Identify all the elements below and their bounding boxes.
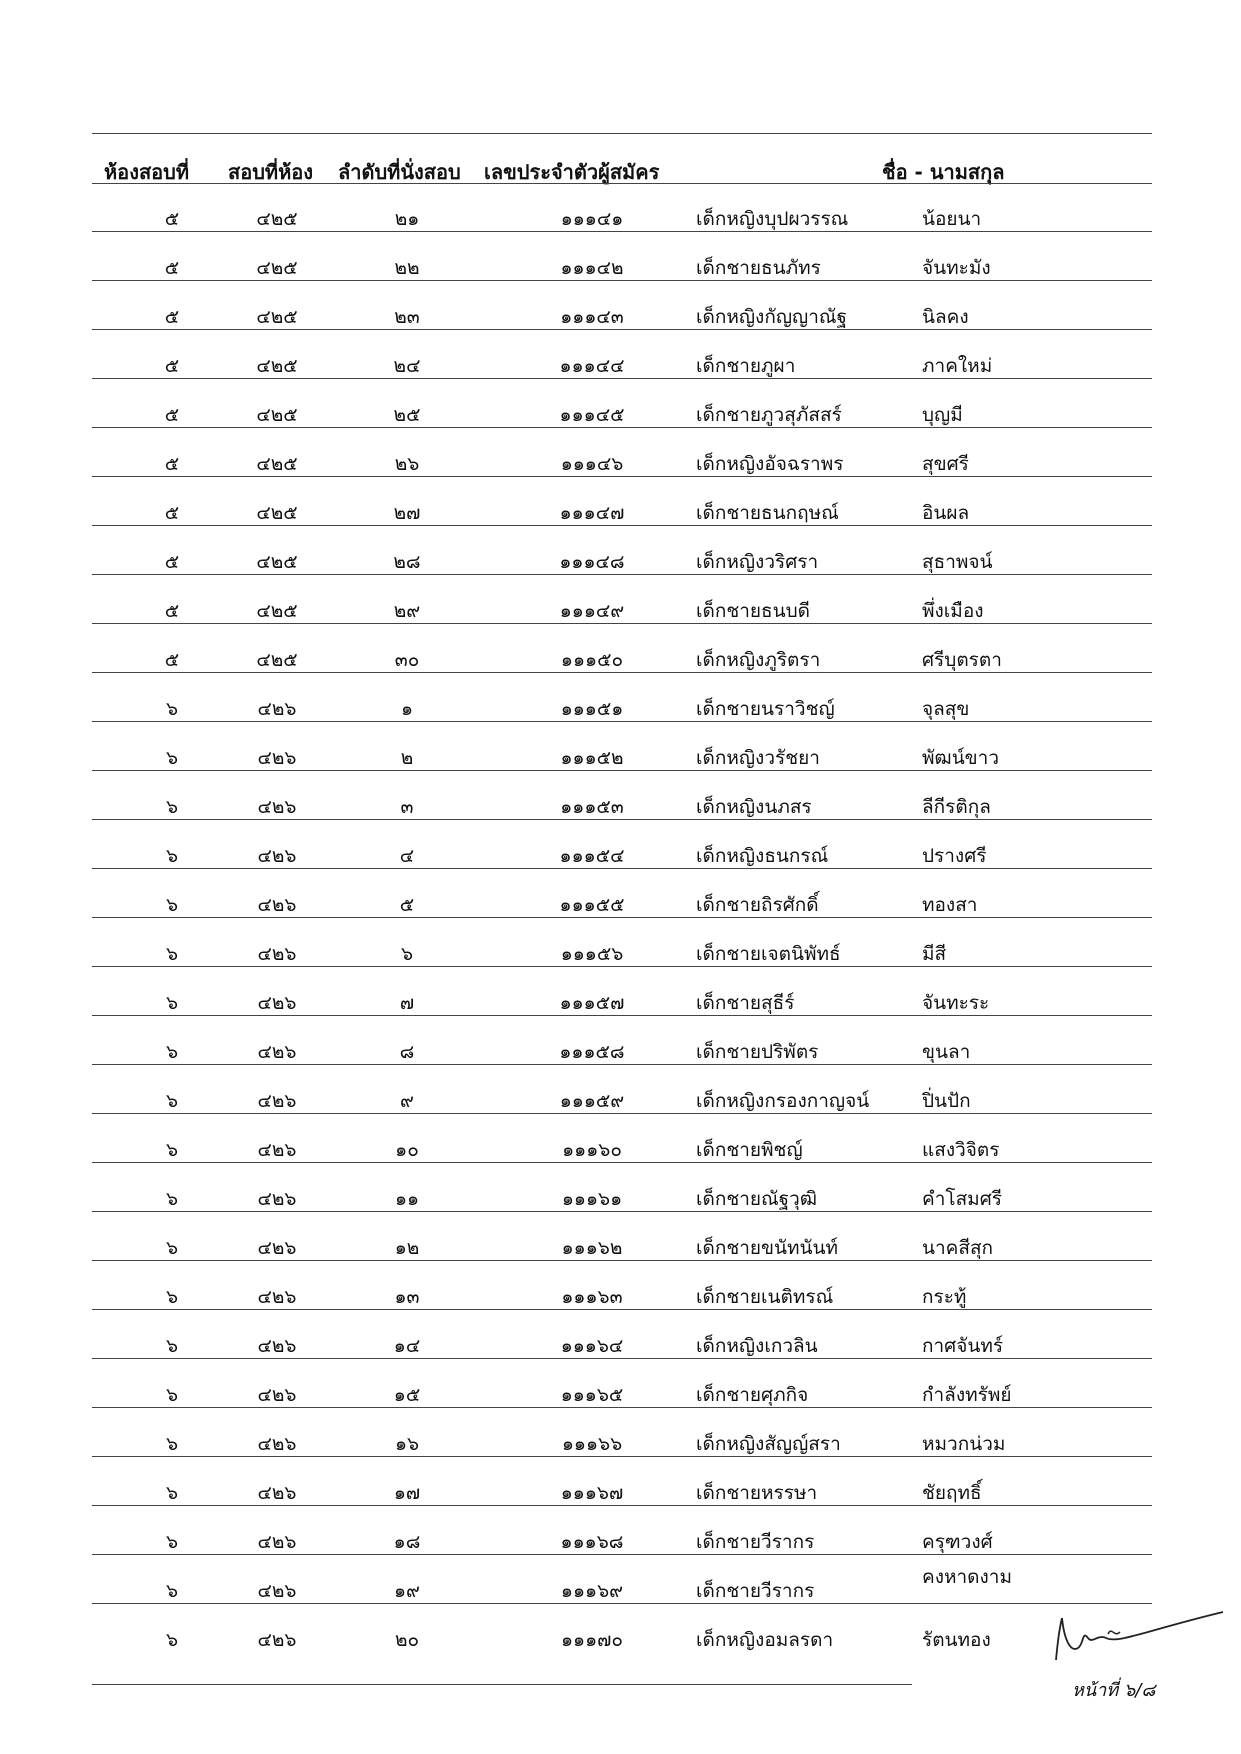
- cell-last-name: คำโสมศรี: [922, 1188, 1002, 1210]
- table-row: [92, 1072, 1152, 1122]
- cell-applicant-id: ๑๑๑๖๔: [560, 1335, 624, 1357]
- cell-first-name: เด็กชายสุธีร์: [696, 992, 795, 1014]
- row-rule: [92, 1162, 1152, 1163]
- cell-seat: ๖: [400, 943, 414, 965]
- cell-exam-room: ๔๒๖: [257, 1335, 297, 1357]
- row-rule: [92, 721, 1152, 722]
- cell-room: ๖: [165, 845, 179, 867]
- cell-room: ๕: [164, 257, 180, 279]
- cell-exam-room: ๔๒๖: [257, 1286, 297, 1308]
- table-row: [92, 435, 1152, 485]
- cell-seat: ๒๖: [394, 453, 420, 475]
- header-rule: [92, 183, 1152, 184]
- cell-exam-room: ๔๒๕: [256, 404, 298, 426]
- cell-first-name: เด็กหญิงกรองกาญจน์: [696, 1090, 870, 1112]
- cell-exam-room: ๔๒๖: [257, 1482, 297, 1504]
- cell-applicant-id: ๑๑๑๔๔: [559, 355, 625, 377]
- table-header: [92, 146, 1152, 192]
- cell-exam-room: ๔๒๕: [256, 355, 298, 377]
- table-row: [92, 582, 1152, 632]
- cell-room: ๖: [165, 698, 179, 720]
- cell-applicant-id: ๑๑๑๔๑: [560, 208, 624, 230]
- cell-last-name: พึ่งเมือง: [922, 600, 984, 622]
- cell-last-name: กาศจันทร์: [922, 1335, 1004, 1357]
- row-rule: [92, 868, 1152, 869]
- cell-exam-room: ๔๒๖: [257, 747, 297, 769]
- cell-room: ๖: [165, 894, 179, 916]
- row-rule: [92, 1505, 1152, 1506]
- cell-seat: ๒๔: [393, 355, 421, 377]
- table-row: [92, 1513, 1152, 1563]
- cell-first-name: เด็กหญิงวริศรา: [696, 551, 819, 573]
- cell-exam-room: ๔๒๖: [257, 1580, 297, 1602]
- cell-first-name: เด็กหญิงอัจฉราพร: [696, 453, 844, 475]
- table-row: [92, 1219, 1152, 1269]
- cell-last-name: ชัยฤทธิ์: [922, 1482, 982, 1504]
- cell-first-name: เด็กหญิงภูริตรา: [696, 649, 821, 671]
- cell-exam-room: ๔๒๖: [257, 1090, 297, 1112]
- cell-last-name: ลีกีรติกุล: [922, 796, 991, 818]
- cell-applicant-id: ๑๑๑๔๒: [560, 257, 624, 279]
- cell-room: ๕: [164, 649, 180, 671]
- table-row: [92, 876, 1152, 926]
- cell-room: ๖: [165, 1580, 179, 1602]
- cell-last-name: รัตนทอง: [922, 1629, 991, 1651]
- cell-applicant-id: ๑๑๑๔๖: [560, 453, 624, 475]
- row-rule: [92, 819, 1152, 820]
- row-rule: [92, 1603, 1152, 1604]
- cell-applicant-id: ๑๑๑๖๗: [560, 1482, 624, 1504]
- table-row: [92, 1366, 1152, 1416]
- cell-applicant-id: ๑๑๑๔๘: [559, 551, 625, 573]
- top-rule: [92, 133, 1152, 134]
- cell-exam-room: ๔๒๕: [256, 649, 298, 671]
- cell-applicant-id: ๑๑๑๕๑: [560, 698, 624, 720]
- cell-last-name: ศรีบุตรตา: [922, 649, 1002, 671]
- cell-first-name: เด็กหญิงบุปผวรรณ: [696, 208, 849, 230]
- cell-applicant-id: ๑๑๑๔๙: [559, 600, 625, 622]
- cell-exam-room: ๔๒๖: [257, 1139, 297, 1161]
- cell-first-name: เด็กชายภูวสุภัสสร์: [696, 404, 842, 426]
- table-row: [92, 288, 1152, 338]
- cell-first-name: เด็กชายศุภกิจ: [696, 1384, 809, 1406]
- row-rule: [92, 1456, 1152, 1457]
- cell-seat: ๓: [400, 796, 414, 818]
- row-rule: [92, 770, 1152, 771]
- cell-exam-room: ๔๒๕: [256, 600, 298, 622]
- cell-room: ๖: [165, 943, 179, 965]
- row-rule: [92, 329, 1152, 330]
- table-row: [92, 239, 1152, 289]
- cell-first-name: เด็กหญิงอมลรดา: [696, 1629, 834, 1651]
- cell-seat: ๑๕: [393, 1384, 421, 1406]
- cell-room: ๖: [165, 1531, 179, 1553]
- cell-room: ๖: [165, 1482, 179, 1504]
- page-number: หน้าที่ ๖/๘: [1072, 1680, 1156, 1701]
- cell-exam-room: ๔๒๕: [256, 502, 298, 524]
- cell-applicant-id: ๑๑๑๖๙: [560, 1580, 624, 1602]
- header-applicant-id: เลขประจำตัวผู้สมัคร: [484, 160, 660, 184]
- table-row: [92, 190, 1152, 240]
- cell-applicant-id: ๑๑๑๖๒: [561, 1237, 623, 1259]
- cell-room: ๖: [165, 1433, 179, 1455]
- cell-seat: ๒๑: [394, 208, 420, 230]
- cell-first-name: เด็กชายวีรากร: [696, 1531, 815, 1553]
- cell-applicant-id: ๑๑๑๖๘: [560, 1531, 624, 1553]
- cell-last-name: ครุฑวงศ์: [922, 1531, 993, 1553]
- cell-exam-room: ๔๒๖: [257, 698, 297, 720]
- table-row: [92, 1562, 1152, 1612]
- cell-last-name: หมวกน่วม: [922, 1433, 1006, 1455]
- cell-first-name: เด็กชายพิชญ์: [696, 1139, 803, 1161]
- header-exam-room: สอบที่ห้อง: [228, 160, 314, 184]
- cell-exam-room: ๔๒๖: [257, 845, 297, 867]
- header-name: ชื่อ - นามสกุล: [882, 160, 1005, 184]
- cell-first-name: เด็กหญิงกัญญาณัฐ: [696, 306, 847, 328]
- cell-exam-room: ๔๒๖: [257, 1041, 297, 1063]
- cell-last-name: คงหาดงาม: [922, 1566, 1012, 1588]
- cell-last-name: สุขศรี: [922, 453, 969, 475]
- header-room: ห้องสอบที่: [104, 160, 190, 184]
- cell-last-name: ขุนลา: [922, 1041, 971, 1063]
- cell-last-name: ปิ่นปัก: [922, 1090, 971, 1112]
- cell-last-name: ภาคใหม่: [922, 355, 993, 377]
- cell-applicant-id: ๑๑๑๖๓: [561, 1286, 623, 1308]
- row-rule: [92, 672, 1152, 673]
- cell-seat: ๒๒: [394, 257, 420, 279]
- cell-last-name: จันทะระ: [922, 992, 990, 1014]
- cell-seat: ๑๔: [393, 1335, 421, 1357]
- cell-first-name: เด็กชายขนัทนันท์: [696, 1237, 839, 1259]
- cell-exam-room: ๔๒๕: [256, 306, 298, 328]
- cell-exam-room: ๔๒๕: [256, 208, 298, 230]
- table-row: [92, 337, 1152, 387]
- cell-room: ๕: [164, 502, 180, 524]
- row-rule: [92, 1358, 1152, 1359]
- cell-last-name: จุลสุข: [922, 698, 970, 720]
- row-rule: [92, 1211, 1152, 1212]
- row-rule: [92, 574, 1152, 575]
- table-row: [92, 680, 1152, 730]
- cell-last-name: พัฒน์ขาว: [922, 747, 1000, 769]
- table-row: [92, 729, 1152, 779]
- cell-room: ๖: [165, 1090, 179, 1112]
- table-row: [92, 1317, 1152, 1367]
- cell-first-name: เด็กชายธนบดี: [696, 600, 811, 622]
- cell-seat: ๗: [399, 992, 415, 1014]
- cell-room: ๕: [164, 453, 180, 475]
- cell-last-name: สุธาพจน์: [922, 551, 993, 573]
- row-rule: [92, 525, 1152, 526]
- cell-seat: ๒๓: [394, 306, 420, 328]
- row-rule: [92, 1260, 1152, 1261]
- cell-exam-room: ๔๒๕: [256, 551, 298, 573]
- table-row: [92, 1121, 1152, 1171]
- cell-first-name: เด็กหญิงธนกรณ์: [696, 845, 829, 867]
- cell-first-name: เด็กชายวีรากร: [696, 1580, 815, 1602]
- cell-room: ๖: [165, 1188, 179, 1210]
- cell-applicant-id: ๑๑๑๗๐: [560, 1629, 624, 1651]
- row-rule: [92, 280, 1152, 281]
- cell-first-name: เด็กชายปริพัตร: [696, 1041, 819, 1063]
- cell-room: ๖: [165, 1286, 179, 1308]
- signature-mark: [1048, 1608, 1228, 1668]
- cell-first-name: เด็กหญิงวรัชยา: [696, 747, 820, 769]
- cell-last-name: แสงวิจิตร: [922, 1139, 1000, 1161]
- cell-first-name: เด็กชายธนกฤษณ์: [696, 502, 839, 524]
- table-row: [92, 1415, 1152, 1465]
- cell-applicant-id: ๑๑๑๖๕: [560, 1384, 624, 1406]
- cell-last-name: กำลังทรัพย์: [922, 1384, 1012, 1406]
- cell-room: ๕: [164, 355, 180, 377]
- cell-seat: ๒๘: [393, 551, 421, 573]
- row-rule: [92, 1554, 1152, 1555]
- row-rule: [92, 1064, 1152, 1065]
- cell-last-name: ทองสา: [922, 894, 978, 916]
- cell-exam-room: ๔๒๖: [257, 1531, 297, 1553]
- cell-seat: ๘: [399, 1041, 415, 1063]
- cell-first-name: เด็กหญิงสัญญ์สรา: [696, 1433, 841, 1455]
- cell-seat: ๑๓: [394, 1286, 420, 1308]
- cell-seat: ๒๕: [393, 404, 421, 426]
- cell-exam-room: ๔๒๖: [257, 943, 297, 965]
- cell-applicant-id: ๑๑๑๕๘: [559, 1041, 625, 1063]
- cell-seat: ๓๐: [394, 649, 420, 671]
- cell-room: ๖: [165, 747, 179, 769]
- cell-exam-room: ๔๒๖: [257, 1237, 297, 1259]
- cell-first-name: เด็กชายณัฐวุฒิ: [696, 1188, 817, 1210]
- cell-room: ๖: [165, 992, 179, 1014]
- cell-exam-room: ๔๒๕: [256, 257, 298, 279]
- cell-room: ๖: [165, 1139, 179, 1161]
- table-row: [92, 484, 1152, 534]
- cell-last-name: นิลคง: [922, 306, 969, 328]
- bottom-rule: [92, 1684, 912, 1685]
- cell-room: ๖: [165, 1384, 179, 1406]
- cell-first-name: เด็กหญิงนภสร: [696, 796, 812, 818]
- cell-first-name: เด็กชายนราวิชญ์: [696, 698, 835, 720]
- cell-seat: ๔: [399, 845, 415, 867]
- cell-applicant-id: ๑๑๑๔๓: [560, 306, 624, 328]
- cell-last-name: อินผล: [922, 502, 970, 524]
- cell-exam-room: ๔๒๖: [257, 1188, 297, 1210]
- row-rule: [92, 623, 1152, 624]
- table-row: [92, 386, 1152, 436]
- cell-room: ๖: [165, 1237, 179, 1259]
- table-row: [92, 925, 1152, 975]
- cell-first-name: เด็กชายเนติทรณ์: [696, 1286, 834, 1308]
- row-rule: [92, 378, 1152, 379]
- cell-room: ๖: [165, 796, 179, 818]
- cell-last-name: จันทะมัง: [922, 257, 991, 279]
- cell-exam-room: ๔๒๖: [257, 1629, 297, 1651]
- cell-applicant-id: ๑๑๑๖๑: [561, 1188, 623, 1210]
- cell-room: ๖: [165, 1335, 179, 1357]
- cell-applicant-id: ๑๑๑๖๐: [562, 1139, 622, 1161]
- cell-exam-room: ๔๒๖: [257, 894, 297, 916]
- cell-first-name: เด็กชายภูผา: [696, 355, 796, 377]
- table-row: [92, 1023, 1152, 1073]
- row-rule: [92, 427, 1152, 428]
- cell-room: ๕: [164, 600, 180, 622]
- cell-first-name: เด็กชายหรรษา: [696, 1482, 818, 1504]
- cell-last-name: กระทู้: [922, 1286, 967, 1308]
- cell-last-name: นาคสีสุก: [922, 1237, 994, 1259]
- cell-seat: ๒: [400, 747, 414, 769]
- cell-first-name: เด็กชายเจตนิพัทธ์: [696, 943, 841, 965]
- table-row: [92, 1170, 1152, 1220]
- cell-seat: ๑๖: [394, 1433, 420, 1455]
- cell-applicant-id: ๑๑๑๕๖: [560, 943, 624, 965]
- table-row: [92, 631, 1152, 681]
- cell-applicant-id: ๑๑๑๕๔: [559, 845, 625, 867]
- cell-last-name: ปรางศรี: [922, 845, 987, 867]
- cell-last-name: น้อยนา: [922, 208, 982, 230]
- cell-exam-room: ๔๒๖: [257, 992, 297, 1014]
- table-row: [92, 1268, 1152, 1318]
- cell-seat: ๑๒: [394, 1237, 420, 1259]
- cell-exam-room: ๔๒๖: [257, 796, 297, 818]
- table-row: [92, 778, 1152, 828]
- cell-room: ๖: [165, 1041, 179, 1063]
- cell-first-name: เด็กชายธนภัทร: [696, 257, 821, 279]
- cell-applicant-id: ๑๑๑๕๒: [560, 747, 624, 769]
- table-row: [92, 827, 1152, 877]
- row-rule: [92, 231, 1152, 232]
- cell-applicant-id: ๑๑๑๖๖: [561, 1433, 623, 1455]
- cell-first-name: เด็กหญิงเกวลิน: [696, 1335, 818, 1357]
- cell-applicant-id: ๑๑๑๕๗: [559, 992, 625, 1014]
- cell-seat: ๕: [399, 894, 415, 916]
- table-row: [92, 1464, 1152, 1514]
- row-rule: [92, 1113, 1152, 1114]
- cell-seat: ๑๙: [394, 1580, 420, 1602]
- cell-exam-room: ๔๒๕: [256, 453, 298, 475]
- cell-applicant-id: ๑๑๑๔๗: [559, 502, 625, 524]
- table-row: [92, 1611, 1152, 1661]
- cell-room: ๕: [164, 551, 180, 573]
- row-rule: [92, 1015, 1152, 1016]
- cell-applicant-id: ๑๑๑๕๙: [559, 1090, 625, 1112]
- cell-applicant-id: ๑๑๑๔๕: [559, 404, 625, 426]
- row-rule: [92, 476, 1152, 477]
- cell-seat: ๙: [400, 1090, 414, 1112]
- cell-exam-room: ๔๒๖: [257, 1384, 297, 1406]
- row-rule: [92, 966, 1152, 967]
- header-seat: ลำดับที่นั่งสอบ: [338, 160, 461, 184]
- cell-first-name: เด็กชายถิรศักดิ์: [696, 894, 819, 916]
- cell-seat: ๒๗: [393, 502, 421, 524]
- cell-room: ๕: [164, 306, 180, 328]
- row-rule: [92, 1309, 1152, 1310]
- cell-seat: ๑๑: [394, 1188, 420, 1210]
- cell-applicant-id: ๑๑๑๕๕: [559, 894, 625, 916]
- cell-applicant-id: ๑๑๑๕๓: [560, 796, 624, 818]
- cell-seat: ๑๘: [393, 1531, 421, 1553]
- table-row: [92, 974, 1152, 1024]
- cell-exam-room: ๔๒๖: [257, 1433, 297, 1455]
- row-rule: [92, 1407, 1152, 1408]
- row-rule: [92, 917, 1152, 918]
- cell-seat: ๑๐: [395, 1139, 419, 1161]
- cell-seat: ๑๗: [393, 1482, 421, 1504]
- cell-applicant-id: ๑๑๑๕๐: [560, 649, 624, 671]
- cell-seat: ๒๙: [393, 600, 421, 622]
- cell-last-name: มีสี: [922, 943, 947, 965]
- cell-seat: ๑: [400, 698, 414, 720]
- cell-last-name: บุญมี: [922, 404, 963, 426]
- cell-room: ๕: [164, 208, 180, 230]
- cell-room: ๖: [165, 1629, 179, 1651]
- table-row: [92, 533, 1152, 583]
- cell-room: ๕: [164, 404, 180, 426]
- cell-seat: ๒๐: [394, 1629, 420, 1651]
